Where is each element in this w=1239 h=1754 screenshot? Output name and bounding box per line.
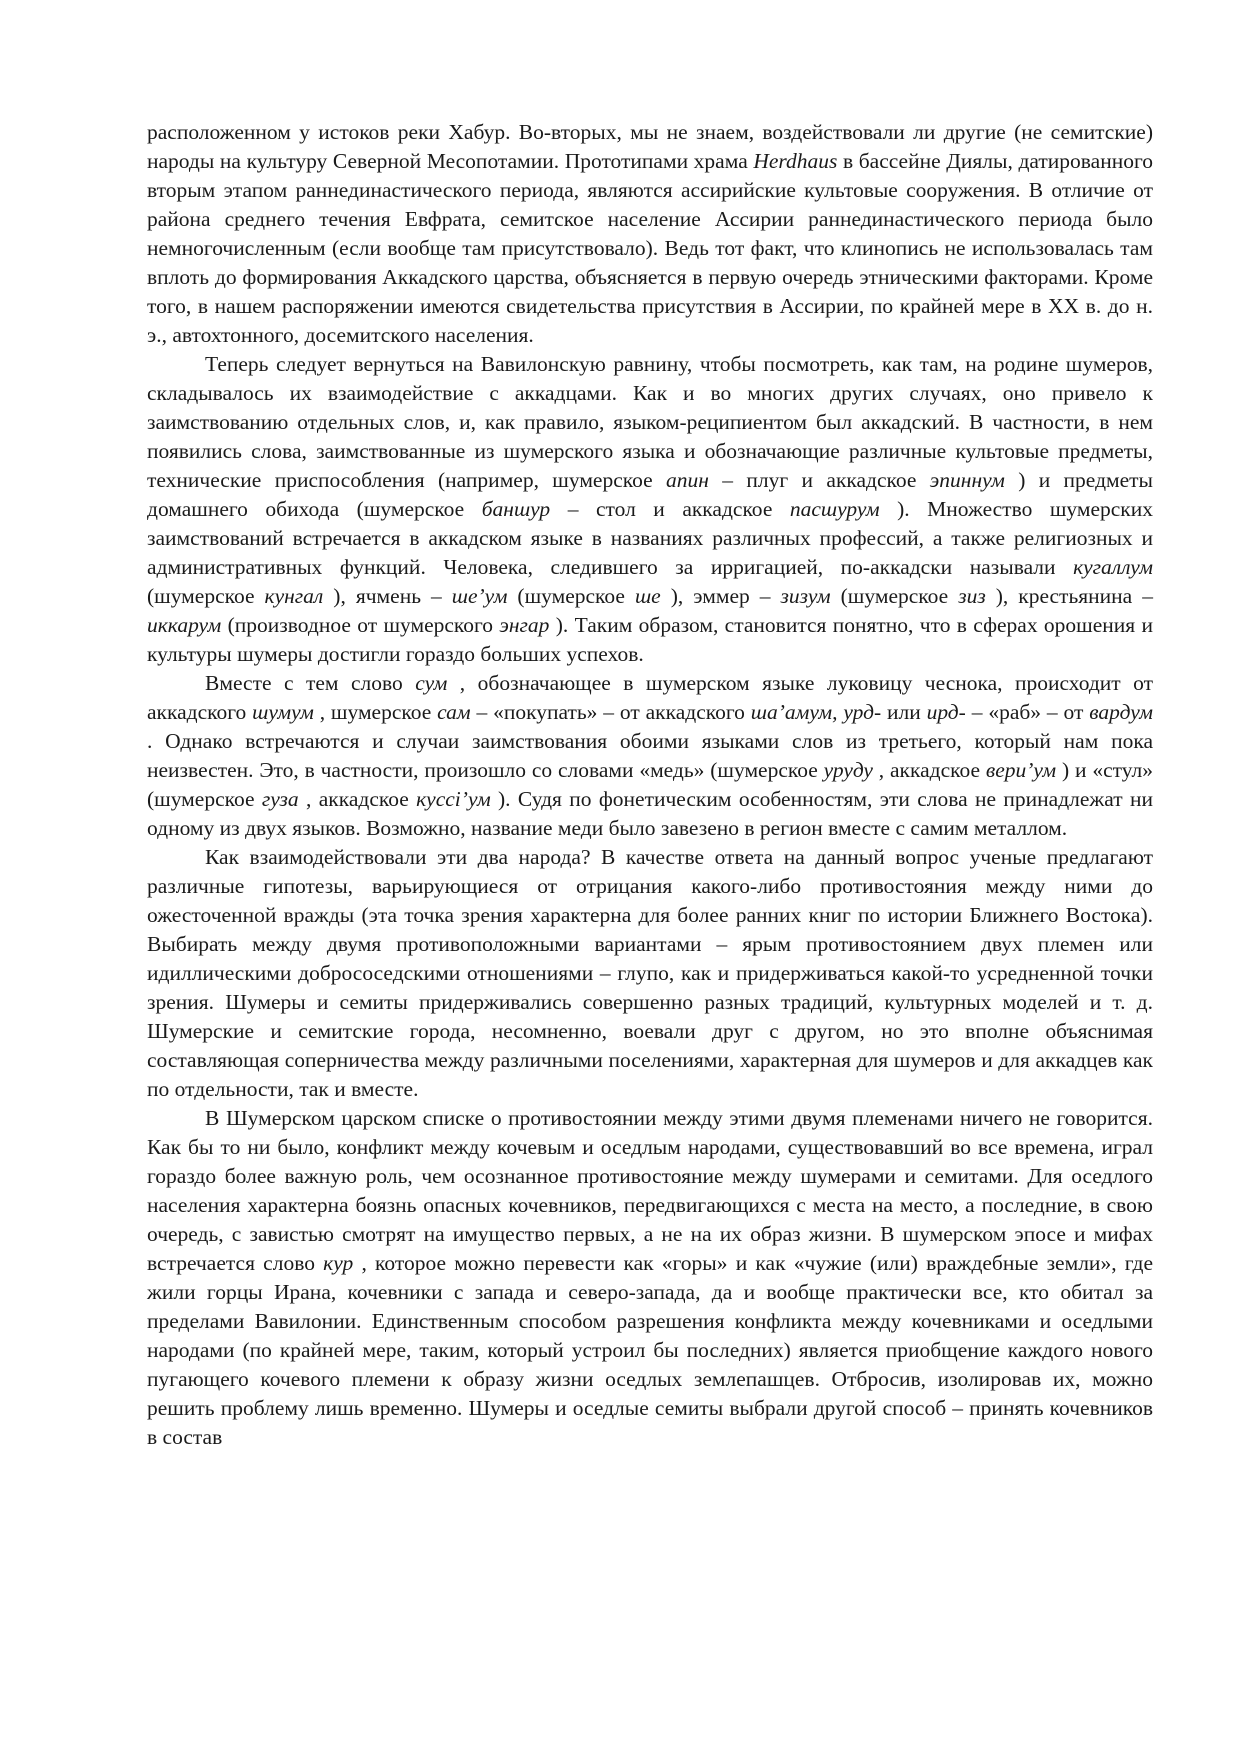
- text-run: ), крестьянина –: [985, 584, 1153, 608]
- italic-term: зизум: [780, 584, 831, 608]
- text-run: в бассейне Диялы, датированного вторым этапом раннединастического периода, являются ассирийские культовые сооружения. В отличие от района среднего течения Евфрата, семитское население Ассирии раннединастического периода было немногочисленным (если вообще там присутствовало). Ведь тот факт, что клинопись не использовалась там вплоть до формирования Аккадского царства, объясняется в первую очередь этническими факторами. Кроме того, в нашем распоряжении имеются свидетельства присутствия в Ассирии, по крайней мере в XX в. до н. э., автохтонного, досемитского населения.: [147, 149, 1153, 347]
- text-run: (шумерское: [147, 584, 265, 608]
- text-run: ) и «стул» (шумерское: [147, 758, 1154, 811]
- text-run: расположенном у истоков реки Хабур. Во-вторых, мы не знаем, воздействовали ли другие (не семитские) народы на культуру Северной Месопотамии. Прототипами храма: [147, 120, 1153, 173]
- text-run: (шумерское: [830, 584, 959, 608]
- text-run: – стол и аккадское: [550, 497, 790, 521]
- italic-term: ирд-: [926, 700, 966, 724]
- italic-term: шумум: [252, 700, 314, 724]
- text-run: или: [881, 700, 927, 724]
- text-run: ), эммер –: [660, 584, 781, 608]
- text-run: ). Судя по фонетическим особенностям, эти слова не принадлежат ни одному из двух языков. Возможно, название меди было завезено в регион вместе с самим металлом.: [147, 787, 1153, 840]
- text-run: Как взаимодействовали эти два народа? В качестве ответа на данный вопрос ученые предлагают различные гипотезы, варьирующиеся от отрицания какого-либо противостояния между ними до ожесточенной вражды (эта точка зрения характерна для более ранних книг по истории Ближнего Востока). Выбирать между двумя противоположными вариантами – ярым противостоянием двух племен или идиллическими добрососедскими отношениями – глупо, как и придерживаться какой-то усредненной точки зрения. Шумеры и семиты придерживались совершенно разных традиций, культурных моделей и т. д. Шумерские и семитские города, несомненно, воевали друг с другом, но это вполне объяснимая составляющая соперничества между различными поселениями, характерная для шумеров и для аккадцев как по отдельности, так и вместе.: [147, 845, 1153, 1101]
- text-run: В Шумерском царском списке о противостоянии между этими двумя племенами ничего не говорится. Как бы то ни было, конфликт между кочевым и оседлым народами, существовавший во все времена, играл гораздо более важную роль, чем осознанное противостояние между шумерами и семитами. Для оседлого населения характерна боязнь опасных кочевников, передвигающихся с места на место, а последние, в свою очередь, с завистью смотрят на имущество первых, а не на их образ жизни. В шумерском эпосе и мифах встречается слово: [147, 1106, 1153, 1275]
- paragraph-2: [147, 350, 1153, 669]
- paragraph-5: [147, 1104, 1153, 1452]
- text-run: , шумерское: [313, 700, 438, 724]
- text-run: (шумерское: [507, 584, 635, 608]
- paragraph-3: [147, 669, 1153, 843]
- paragraph-4: [147, 843, 1153, 1104]
- italic-term: кугаллум: [1073, 555, 1153, 579]
- italic-term: эпиннум: [929, 468, 1005, 492]
- italic-term: вардум: [1089, 700, 1153, 724]
- italic-term: зиз: [958, 584, 986, 608]
- italic-term: ше’ум: [451, 584, 508, 608]
- italic-term: куссі’ум: [416, 787, 491, 811]
- italic-term: гуза: [261, 787, 299, 811]
- text-run: ). Множество шумерских заимствований встречается в аккадском языке в названиях различных профессий, а также религиозных и административных функций. Человека, следившего за ирригацией, по-аккадски называли: [147, 497, 1154, 579]
- italic-term: ше: [634, 584, 661, 608]
- italic-term: баншур: [481, 497, 551, 521]
- text-run: , обозначающее в шумерском языке луковицу чеснока, происходит от аккадского: [147, 671, 1153, 724]
- italic-term: энгар: [499, 613, 550, 637]
- italic-term: Herdhaus: [753, 149, 838, 173]
- text-run: , аккадское: [298, 787, 417, 811]
- italic-term: кунгал: [264, 584, 324, 608]
- text-run: Вместе с тем слово: [205, 671, 416, 695]
- text-run: ), ячмень –: [323, 584, 452, 608]
- italic-term: кур: [323, 1251, 354, 1275]
- italic-term: уруду: [823, 758, 873, 782]
- text-run: , аккадское: [872, 758, 986, 782]
- italic-term: сум: [415, 671, 448, 695]
- document-page: [147, 118, 1153, 1452]
- text-run: – «раб» – от: [965, 700, 1090, 724]
- italic-term: пасшурум: [789, 497, 880, 521]
- paragraph-1: [147, 118, 1153, 350]
- italic-term: апин: [666, 468, 709, 492]
- italic-term: сам: [437, 700, 471, 724]
- text-run: ). Таким образом, становится понятно, что в сферах орошения и культуры шумеры достигли гораздо больших успехов.: [147, 613, 1154, 666]
- text-run: – плуг и аккадское: [708, 468, 930, 492]
- text-run: (производное от шумерского: [221, 613, 500, 637]
- text-run: Теперь следует вернуться на Вавилонскую равнину, чтобы посмотреть, как там, на родине шумеров, складывалось их взаимодействие с аккадцами. Как и во многих других случаях, оно привело к заимствованию отдельных слов, и, как правило, языком-реципиентом был аккадский. В частности, в нем появились слова, заимствованные из шумерского языка и обозначающие различные культовые предметы, технические приспособления (например, шумерское: [147, 352, 1153, 492]
- italic-term: ша’амум, урд-: [750, 700, 882, 724]
- text-run: ) и предметы домашнего обихода (шумерское: [147, 468, 1153, 521]
- text-run: . Однако встречаются и случаи заимствования обоими языками слов из третьего, который нам пока неизвестен. Это, в частности, произошло со словами «медь» (шумерское: [147, 729, 1153, 782]
- text-run: , которое можно перевести как «горы» и как «чужие (или) враждебные земли», где жили горцы Ирана, кочевники с запада и северо-запада, да и вообще практически все, кто обитал за пределами Вавилонии. Единственным способом разрешения конфликта между кочевниками и оседлыми народами (по крайней мере, таким, который устроил бы последних) является приобщение каждого нового пугающего кочевого племени к образу жизни оседлых землепашцев. Отбросив, изолировав их, можно решить проблему лишь временно. Шумеры и оседлые семиты выбрали другой способ – принять кочевников в состав: [147, 1251, 1154, 1449]
- text-run: – «покупать» – от аккадского: [470, 700, 751, 724]
- italic-term: иккарум: [147, 613, 222, 637]
- italic-term: вери’ум: [985, 758, 1057, 782]
